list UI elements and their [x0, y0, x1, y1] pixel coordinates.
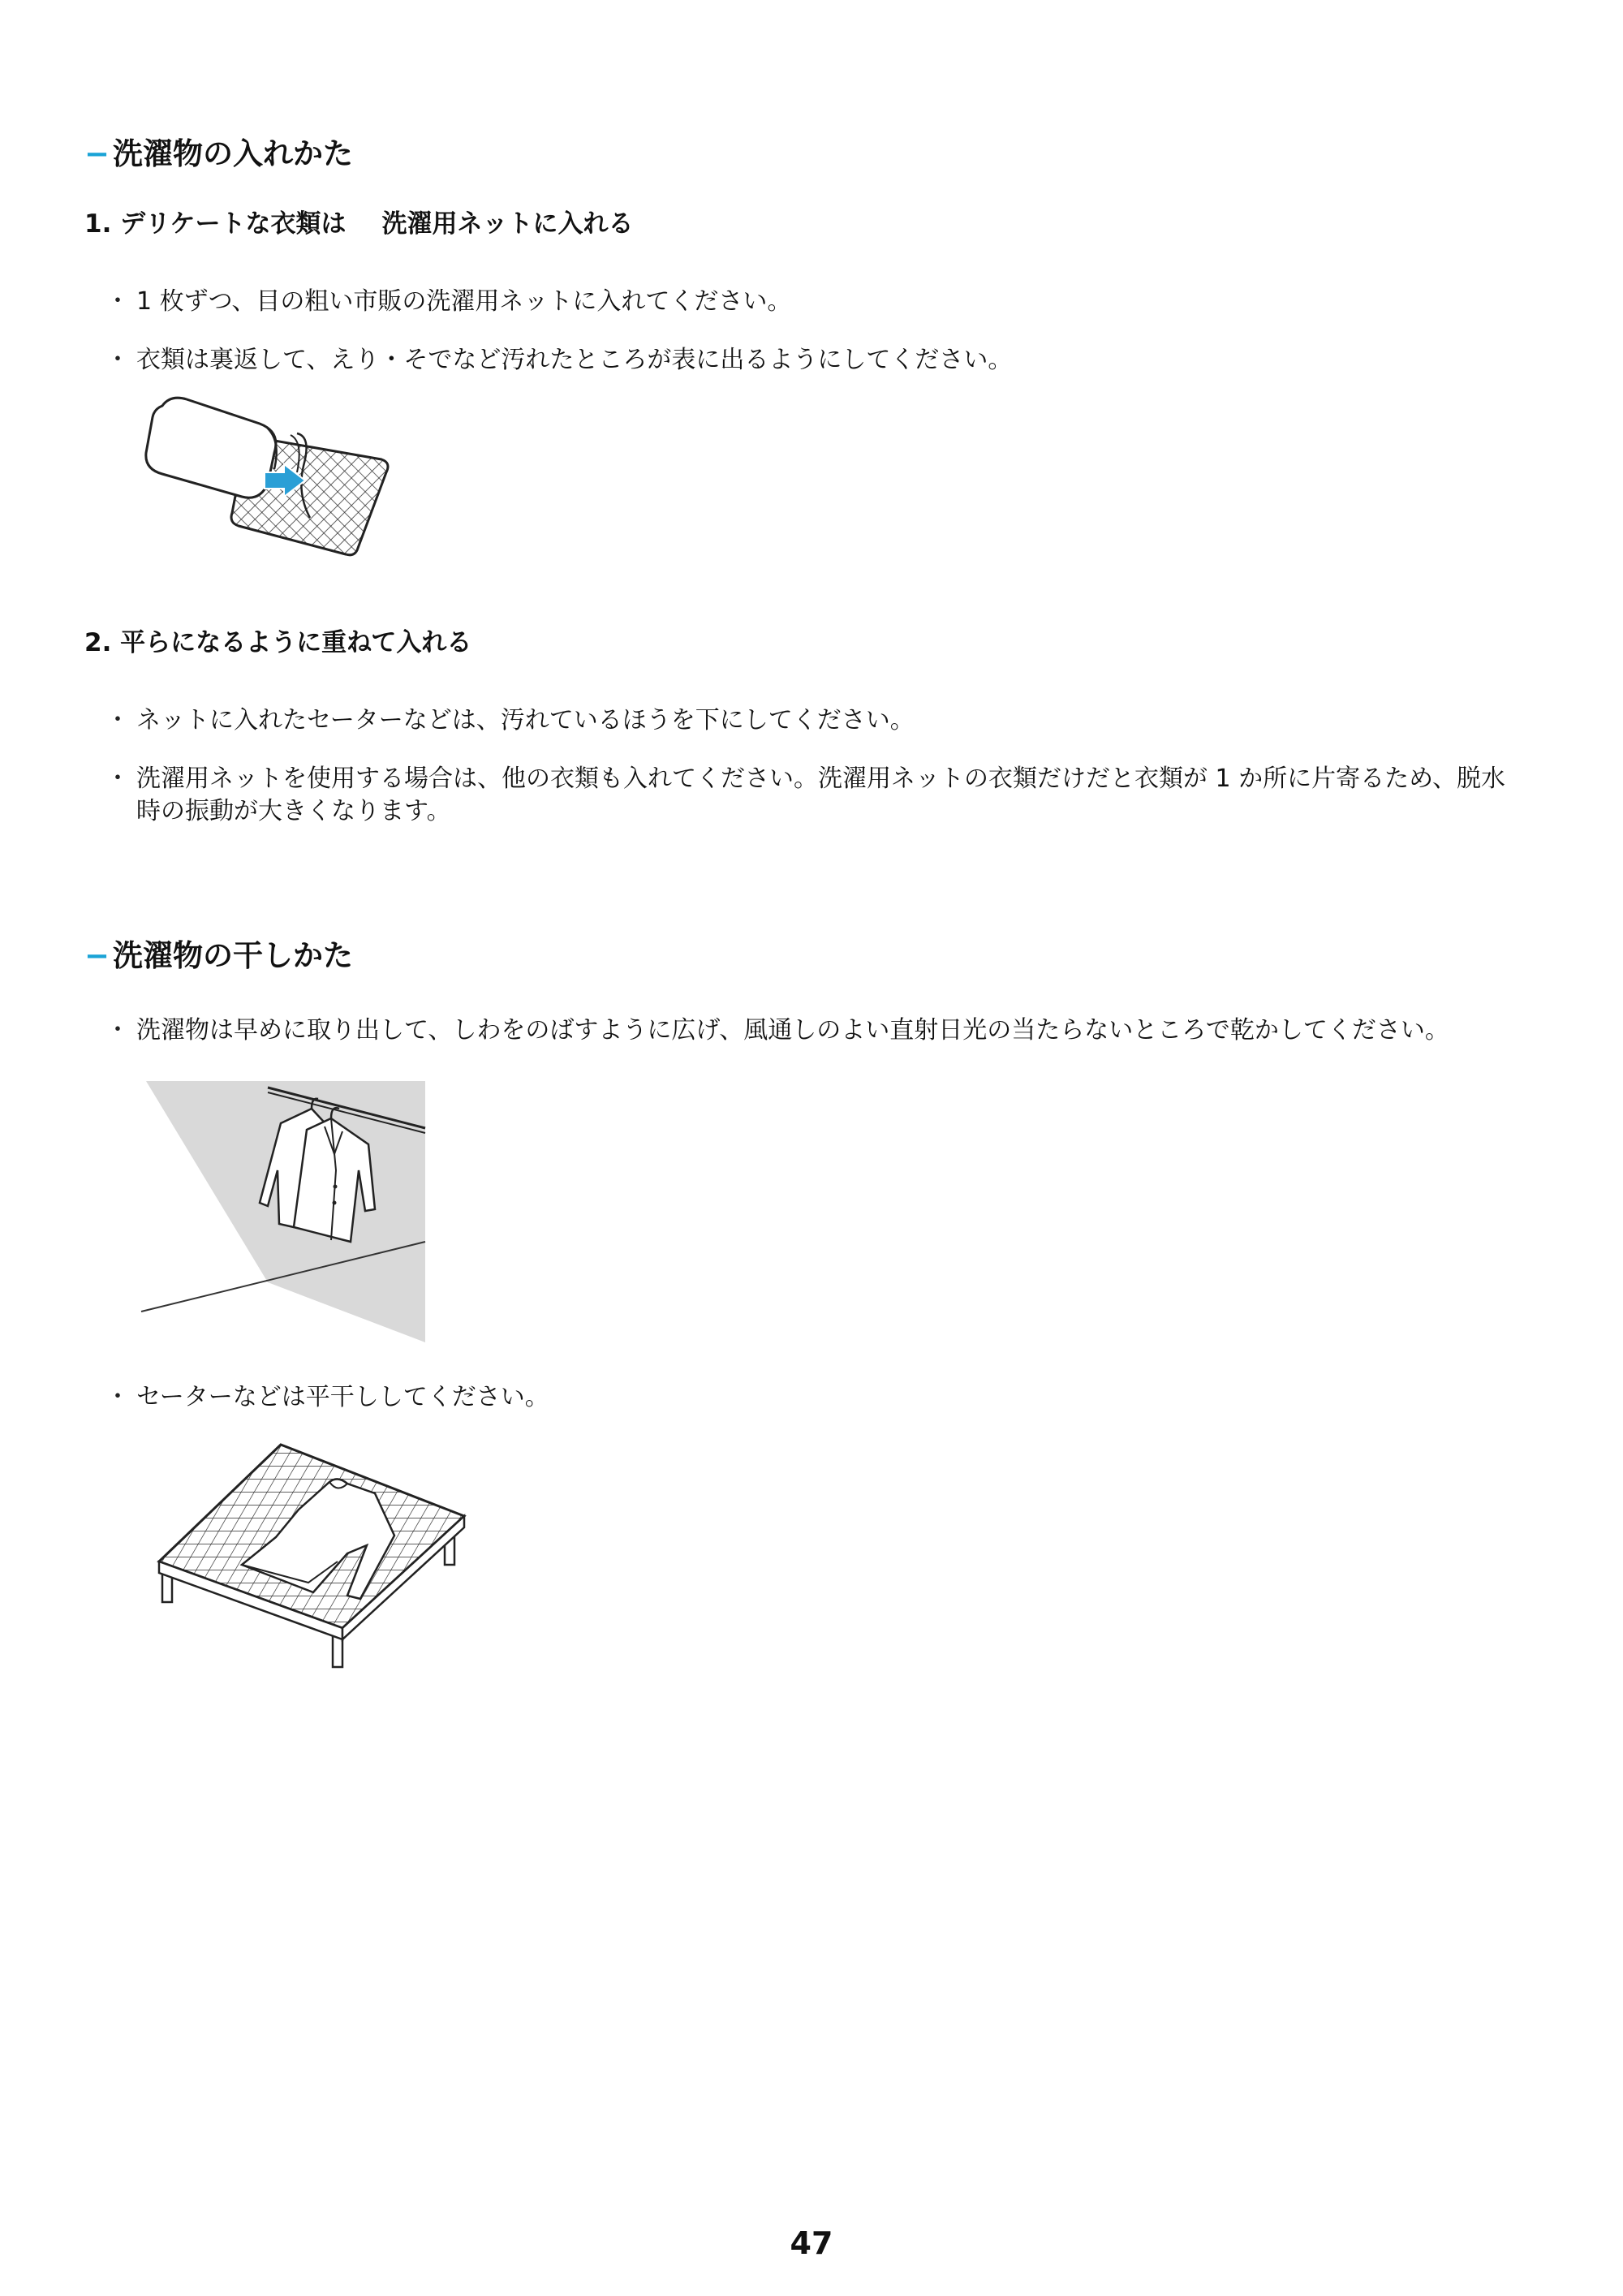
- section-heading-drying: [84, 938, 353, 974]
- bullet-dot: ・: [105, 287, 130, 316]
- bullet-dot: ・: [105, 765, 130, 793]
- section-title: 洗濯物の干しかた: [113, 938, 354, 973]
- page-number: 47: [790, 2225, 833, 2261]
- bullet-text: 衣類は裏返して、えり・そでなど汚れたところが表に出るようにしてください。: [136, 346, 1013, 374]
- step-heading-1: [84, 208, 634, 240]
- bullet-dot: ・: [105, 346, 130, 374]
- step-title-part1: デリケートな衣類は: [120, 209, 347, 239]
- bullet-item: [105, 1014, 1518, 1047]
- bullet-text: ネットに入れたセーターなどは、汚れているほうを下にしてください。: [136, 706, 915, 734]
- bullet-item: [105, 704, 1518, 737]
- bullet-text: 洗濯用ネットを使用する場合は、他の衣類も入れてください。洗濯用ネットの衣類だけだと衣類が 1 か所に片寄るため、脱水時の振動が大きくなります。: [136, 765, 1505, 825]
- section-heading-loading: [84, 136, 353, 172]
- bullet-text: セーターなどは平干ししてください。: [136, 1383, 549, 1411]
- hanging-clothes-illustration: [138, 1081, 430, 1342]
- step-heading-2: [84, 627, 471, 659]
- laundry-net-illustration: [138, 388, 398, 558]
- bullet-dot: ・: [105, 1383, 130, 1411]
- bullet-dot: ・: [105, 1016, 130, 1045]
- bullet-dot: ・: [105, 706, 130, 734]
- bullet-item: [105, 763, 1518, 828]
- bullet-item: [105, 1381, 1518, 1414]
- bullet-item: [105, 344, 1518, 377]
- flat-drying-rack-illustration: [154, 1440, 487, 1685]
- heading-accent-dash: −: [84, 136, 110, 171]
- step-number: 1.: [84, 209, 112, 239]
- heading-accent-dash: −: [84, 938, 110, 973]
- section-title: 洗濯物の入れかた: [113, 136, 354, 171]
- step-title: 平らになるように重ねて入れる: [120, 628, 472, 657]
- bullet-text: 洗濯物は早めに取り出して、しわをのばすように広げ、風通しのよい直射日光の当たらないところで乾かしてください。: [136, 1016, 1449, 1045]
- bullet-item: [105, 286, 1518, 318]
- bullet-text: 1 枚ずつ、目の粗い市販の洗濯用ネットに入れてください。: [136, 287, 792, 316]
- step-title-part2: 洗濯用ネットに入れる: [381, 209, 634, 239]
- step-number: 2.: [84, 628, 112, 657]
